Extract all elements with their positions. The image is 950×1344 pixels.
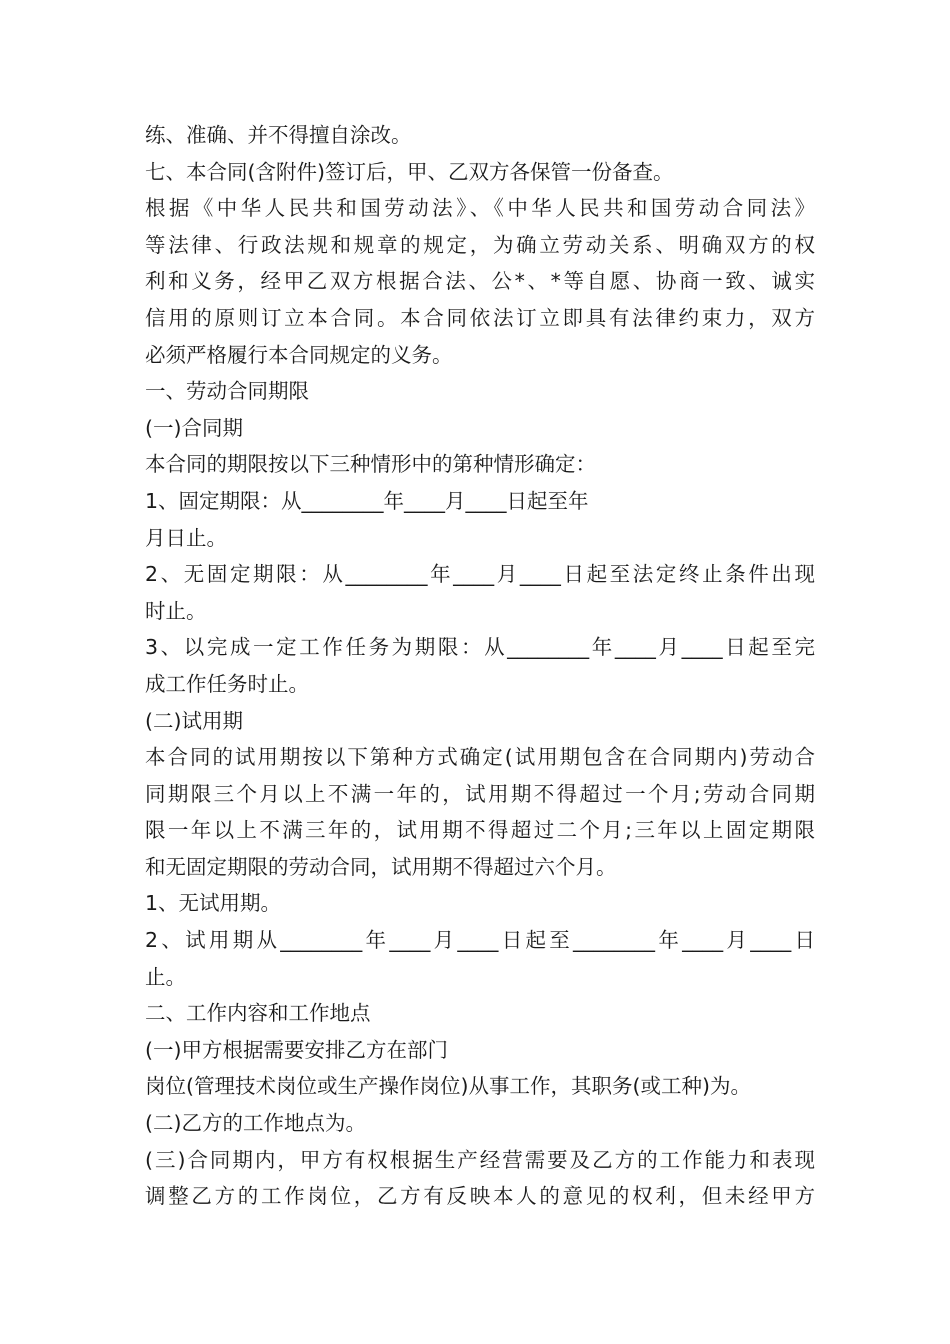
document-line: 1、固定期限：从________年____月____日起至年 (145, 488, 589, 513)
document-line: (一)合同期 (145, 415, 243, 440)
document-line: 一、劳动合同期限 (145, 379, 309, 404)
document-line: 和无固定期限的劳动合同，试用期不得超过六个月。 (145, 854, 617, 879)
document-line: 本合同的期限按以下三种情形中的第种情形确定： (145, 452, 596, 477)
document-line: 本合同的试用期按以下第种方式确定(试用期包含在合同期内)劳动合 (145, 745, 815, 770)
document-line: (三)合同期内，甲方有权根据生产经营需要及乙方的工作能力和表现 (145, 1147, 815, 1172)
document-line: 必须严格履行本合同规定的义务。 (145, 342, 453, 367)
document-line: 同期限三个月以上不满一年的，试用期不得超过一个月;劳动合同期 (145, 781, 815, 806)
document-line: 练、准确、并不得擅自涂改。 (145, 123, 412, 147)
document-line: 1、无试用期。 (145, 891, 282, 916)
document-line: (一)甲方根据需要安排乙方在部门 (145, 1037, 448, 1062)
document-line: 3、以完成一定工作任务为期限：从________年____月____日起至完 (145, 635, 815, 660)
document-body (145, 117, 815, 1215)
document-line: 二、工作内容和工作地点 (145, 1001, 371, 1026)
document-line: 成工作任务时止。 (145, 671, 309, 696)
document-line: (二)乙方的工作地点为。 (145, 1111, 366, 1136)
document-line: 信用的原则订立本合同。本合同依法订立即具有法律约束力，双方 (145, 305, 815, 330)
document-line: 根据《中华人民共和国劳动法》、《中华人民共和国劳动合同法》 (145, 196, 815, 221)
document-line: 限一年以上不满三年的，试用期不得超过二个月;三年以上固定期限 (145, 818, 815, 843)
document-line: 等法律、行政法规和规章的规定，为确立劳动关系、明确双方的权 (145, 232, 815, 257)
document-line: 月日止。 (145, 525, 227, 550)
document-line: 时止。 (145, 598, 207, 623)
document-line: 2、无固定期限：从________年____月____日起至法定终止条件出现 (145, 562, 815, 587)
document-line: 2、试用期从________年____月____日起至________年____月____日 (145, 928, 815, 953)
document-line: 利和义务，经甲乙双方根据合法、公*、*等自愿、协商一致、诚实 (145, 269, 815, 294)
document-line: 调整乙方的工作岗位，乙方有反映本人的意见的权利，但未经甲方 (145, 1184, 815, 1209)
document-line: 七、本合同(含附件)签订后，甲、乙双方各保管一份备查。 (145, 159, 674, 184)
document-line: (二)试用期 (145, 708, 243, 733)
document-line: 岗位(管理技术岗位或生产操作岗位)从事工作，其职务(或工种)为。 (145, 1074, 751, 1099)
document-line: 止。 (145, 964, 186, 989)
